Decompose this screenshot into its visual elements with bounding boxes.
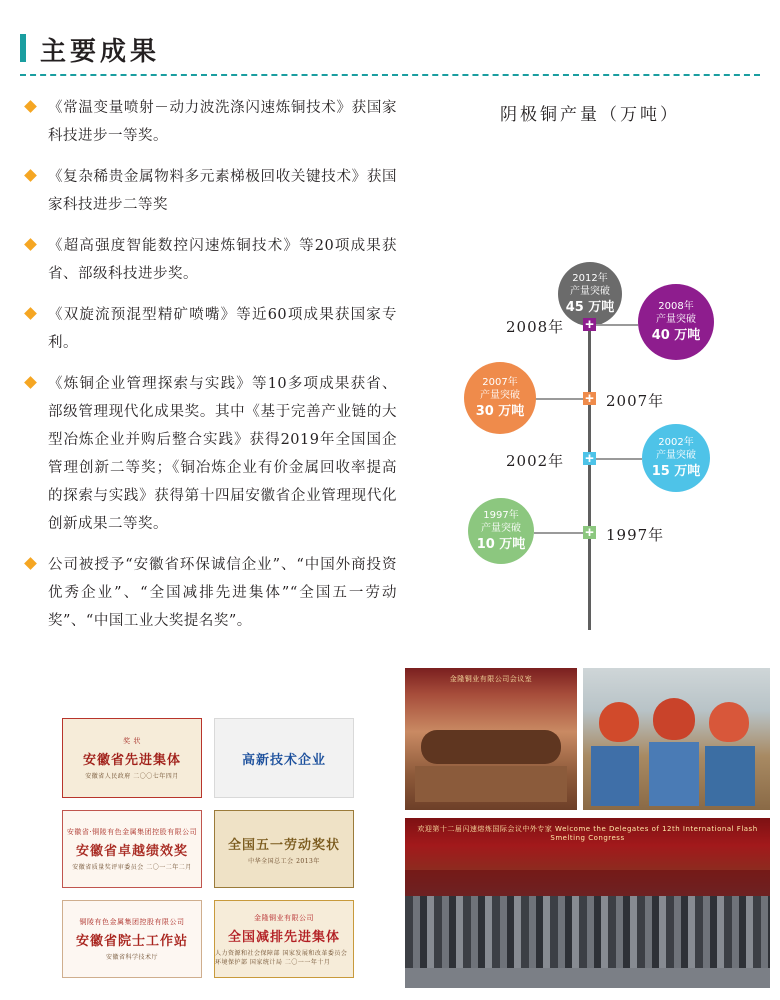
connector-1997 xyxy=(534,532,590,534)
achievement-text: 《炼铜企业管理探索与实践》等10多项成果获省、部级管理现代化成果奖。其中《基于完善产业链的大型冶炼企业并购后整合实践》获得2019年全国国企管理创新二等奖；《铜冶炼企业有价金属回收率提高的探索与实践》获得第十四届安徽省企业管理现代化创新成果二等奖。 xyxy=(48,376,397,532)
plaque-anhui-advanced-collective xyxy=(62,718,202,798)
chart-title: 阴极铜产量（万吨） xyxy=(500,105,680,125)
diamond-bullet-icon xyxy=(24,238,37,251)
chart-axis-label-2007: 2007年 xyxy=(606,392,665,410)
diamond-bullet-icon xyxy=(24,169,37,182)
page-title: 主要成果 xyxy=(40,37,161,67)
diamond-bullet-icon xyxy=(24,100,37,113)
plaque-title: 全国减排先进集体 xyxy=(227,929,340,945)
bubble-value: 30 万吨 xyxy=(475,403,525,419)
chart-node-2002: + xyxy=(583,452,596,465)
list-item xyxy=(22,94,397,150)
production-chart xyxy=(410,94,770,574)
diamond-bullet-icon xyxy=(24,557,37,570)
achievements-list xyxy=(22,94,397,648)
chart-axis-label-1997: 1997年 xyxy=(606,526,665,544)
chart-bubble-1997 xyxy=(468,498,534,564)
chart-node-2008: + xyxy=(583,318,596,331)
plaque-top-text: 铜陵有色金属集团控股有限公司 xyxy=(79,918,185,926)
list-item xyxy=(22,551,397,635)
plaque-subtitle: 人力资源和社会保障部 国家发展和改革委员会 环境保护部 国家统计局 二〇一一年十月 xyxy=(215,949,348,966)
achievement-text: 《复杂稀贵金属物料多元素梯极回收关键技术》获国家科技进步二等奖 xyxy=(48,169,397,213)
plaque-anhui-excellence-award xyxy=(62,810,202,888)
chart-bubble-2007 xyxy=(464,362,536,434)
achievement-text: 《常温变量喷射－动力波洗涤闪速炼铜技术》获国家科技进步一等奖。 xyxy=(48,100,397,144)
bubble-note: 产量突破 xyxy=(480,390,520,402)
bubble-value: 10 万吨 xyxy=(476,536,526,552)
diamond-bullet-icon xyxy=(24,376,37,389)
list-item xyxy=(22,163,397,219)
bubble-year: 2002年 xyxy=(658,436,694,448)
bubble-value: 15 万吨 xyxy=(651,463,701,479)
plaque-title: 安徽省先进集体 xyxy=(82,753,181,768)
page-header xyxy=(0,14,780,67)
plaque-high-tech-enterprise xyxy=(214,718,354,798)
photo-caption: 金隆铜业有限公司会议室 xyxy=(449,675,533,683)
achievement-text: 《双旋流预混型精矿喷嘴》等近60项成果获国家专利。 xyxy=(48,307,397,351)
bubble-value: 45 万吨 xyxy=(565,299,615,315)
plaque-title: 高新技术企业 xyxy=(241,752,326,768)
plaque-subtitle: 安徽省质量奖评审委员会 二〇一二年二月 xyxy=(72,864,192,871)
chart-axis-label-2008: 2008年 xyxy=(506,318,565,336)
bubble-year: 2008年 xyxy=(658,300,694,312)
plaque-national-emission-reduction-collective xyxy=(214,900,354,978)
list-item xyxy=(22,370,397,538)
connector-2008 xyxy=(596,324,638,326)
achievement-text: 公司被授予“安徽省环保诚信企业”、“中国外商投资优秀企业”、“全国减排先进集体”“全国五一劳动奖”、“中国工业大奖提名奖”。 xyxy=(48,557,397,629)
achievement-text: 《超高强度智能数控闪速炼铜技术》等20项成果获省、部级科技进步奖。 xyxy=(48,238,397,282)
plaque-subtitle: 安徽省人民政府 二〇〇七年四月 xyxy=(85,773,179,780)
bubble-note: 产量突破 xyxy=(656,450,696,462)
bubble-year: 1997年 xyxy=(483,509,519,521)
list-item xyxy=(22,301,397,357)
bubble-year: 2012年 xyxy=(572,272,608,284)
chart-node-2007: + xyxy=(583,392,596,405)
header-divider xyxy=(20,74,760,76)
workers-copper-plates-photo xyxy=(583,668,770,810)
bubble-note: 产量突破 xyxy=(656,314,696,326)
photo-caption: 欢迎第十二届闪速熔炼国际会议中外专家 Welcome the Delegates of 12th International Flash Smelting Congress xyxy=(417,825,758,842)
bubble-note: 产量突破 xyxy=(481,523,521,535)
plaque-title: 安徽省院士工作站 xyxy=(75,934,188,949)
diamond-bullet-icon xyxy=(24,307,37,320)
plaque-subtitle: 安徽省科学技术厅 xyxy=(105,954,158,961)
plaque-top-text: 金隆铜业有限公司 xyxy=(254,913,314,922)
list-item xyxy=(22,232,397,288)
plaque-title: 安徽省卓越绩效奖 xyxy=(75,844,188,859)
plaque-national-may-day-labor-award xyxy=(214,810,354,888)
header-accent-bar xyxy=(20,34,26,62)
chart-bubble-2008 xyxy=(638,284,714,360)
bubble-note: 产量突破 xyxy=(570,286,610,298)
bubble-year: 2007年 xyxy=(482,376,518,388)
chart-axis-label-2002: 2002年 xyxy=(506,452,565,470)
plaque-title: 全国五一劳动奖状 xyxy=(227,837,340,853)
meeting-room-photo xyxy=(405,668,577,810)
bubble-value: 40 万吨 xyxy=(651,327,701,343)
plaque-top-text: 奖 状 xyxy=(123,737,141,745)
plaque-anhui-academician-workstation xyxy=(62,900,202,978)
plaque-subtitle: 中华全国总工会 2013年 xyxy=(248,857,320,865)
plaque-top-text: 安徽省·铜陵有色金属集团控股有限公司 xyxy=(66,828,198,836)
connector-2007 xyxy=(532,398,590,400)
conference-group-photo xyxy=(405,818,770,988)
connector-2002 xyxy=(596,458,642,460)
chart-bubble-2002 xyxy=(642,424,710,492)
chart-node-1997: + xyxy=(583,526,596,539)
